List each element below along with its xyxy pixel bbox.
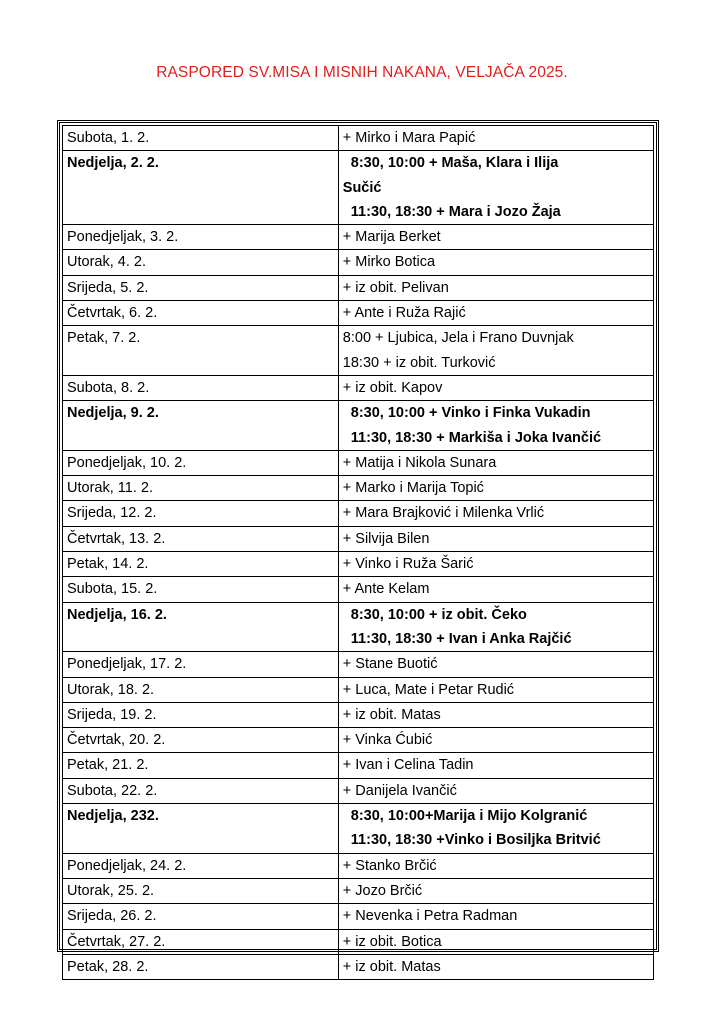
intention-line: + Luca, Mate i Petar Rudić xyxy=(342,681,515,698)
table-row xyxy=(63,929,654,954)
table-row xyxy=(63,904,654,929)
intention-line: + Vinka Ćubić xyxy=(342,732,433,749)
table-row xyxy=(63,250,654,275)
intention-line: + iz obit. Pelivan xyxy=(342,279,449,296)
table-row xyxy=(63,954,654,979)
table-row xyxy=(63,677,654,702)
intention-cell xyxy=(338,326,653,376)
intention-line: 8:30, 10:00 + Maša, Klara i Ilija xyxy=(350,155,559,172)
day-cell: Petak, 7. 2. xyxy=(63,326,339,376)
intention-line: 11:30, 18:30 + Ivan i Anka Rajčić xyxy=(350,630,572,647)
table-row xyxy=(63,804,654,854)
intention-line: + Vinko i Ruža Šarić xyxy=(342,556,474,573)
intention-line: + Danijela Ivančić xyxy=(342,782,457,799)
intention-cell xyxy=(338,929,653,954)
table-row xyxy=(63,853,654,878)
intention-cell xyxy=(338,904,653,929)
table-row xyxy=(63,652,654,677)
table-row xyxy=(63,450,654,475)
day-cell: Ponedjeljak, 3. 2. xyxy=(63,225,339,250)
intention-line: + Ante Kelam xyxy=(342,581,430,598)
intention-cell xyxy=(338,602,653,652)
intention-cell xyxy=(338,275,653,300)
day-cell: Nedjelja, 9. 2. xyxy=(63,401,339,451)
intention-cell xyxy=(338,552,653,577)
table-row xyxy=(63,526,654,551)
schedule-body xyxy=(63,126,654,980)
intention-cell xyxy=(338,954,653,979)
intention-cell xyxy=(338,753,653,778)
table-row xyxy=(63,878,654,903)
intention-line: + Nevenka i Petra Radman xyxy=(342,908,518,925)
intention-cell xyxy=(338,677,653,702)
mass-schedule-table xyxy=(62,125,654,980)
intention-line: + Stanko Brčić xyxy=(342,857,437,874)
intention-line: + Jozo Brčić xyxy=(342,882,423,899)
intention-line: 8:30, 10:00 + Vinko i Finka Vukadin xyxy=(350,405,591,422)
day-cell: Ponedjeljak, 17. 2. xyxy=(63,652,339,677)
intention-line: + iz obit. Matas xyxy=(342,706,441,723)
intention-cell xyxy=(338,778,653,803)
day-cell: Nedjelja, 16. 2. xyxy=(63,602,339,652)
intention-cell xyxy=(338,151,653,225)
intention-cell xyxy=(338,225,653,250)
intention-line: 18:30 + iz obit. Turković xyxy=(342,354,496,371)
day-cell: Četvrtak, 27. 2. xyxy=(63,929,339,954)
intention-cell xyxy=(338,577,653,602)
day-cell: Utorak, 4. 2. xyxy=(63,250,339,275)
table-row xyxy=(63,326,654,376)
intention-line: 11:30, 18:30 +Vinko i Bosiljka Britvić xyxy=(350,832,601,849)
day-cell: Utorak, 18. 2. xyxy=(63,677,339,702)
intention-line: + Mirko i Mara Papić xyxy=(342,130,476,146)
intention-line: + Stane Buotić xyxy=(342,656,438,673)
intention-line: + Silvija Bilen xyxy=(342,530,430,547)
table-row xyxy=(63,577,654,602)
day-cell: Četvrtak, 20. 2. xyxy=(63,728,339,753)
intention-cell xyxy=(338,375,653,400)
table-row xyxy=(63,151,654,225)
intention-cell xyxy=(338,401,653,451)
intention-cell xyxy=(338,853,653,878)
intention-line: 8:30, 10:00 + iz obit. Čeko xyxy=(350,606,527,623)
table-row xyxy=(63,401,654,451)
day-cell: Subota, 15. 2. xyxy=(63,577,339,602)
table-row xyxy=(63,476,654,501)
table-row xyxy=(63,301,654,326)
intention-cell xyxy=(338,450,653,475)
intention-cell xyxy=(338,728,653,753)
day-cell: Petak, 14. 2. xyxy=(63,552,339,577)
intention-line: + Matija i Nikola Sunara xyxy=(342,454,497,471)
intention-line: + Mara Brajković i Milenka Vrlić xyxy=(342,505,545,522)
day-cell: Subota, 8. 2. xyxy=(63,375,339,400)
intention-line: 11:30, 18:30 + Markiša i Joka Ivančić xyxy=(350,429,602,446)
intention-line: + Ante i Ruža Rajić xyxy=(342,305,466,322)
table-row xyxy=(63,275,654,300)
intention-cell xyxy=(338,804,653,854)
day-cell: Ponedjeljak, 24. 2. xyxy=(63,853,339,878)
intention-cell xyxy=(338,250,653,275)
table-row xyxy=(63,602,654,652)
intention-line: + iz obit. Matas xyxy=(342,958,441,975)
intention-line: + iz obit. Kapov xyxy=(342,379,443,396)
intention-line: + Marko i Marija Topić xyxy=(342,480,484,497)
table-row xyxy=(63,753,654,778)
table-row xyxy=(63,126,654,151)
page-title: RASPORED SV.MISA I MISNIH NAKANA, VELJAČA 2025. xyxy=(156,64,568,81)
day-cell: Srijeda, 5. 2. xyxy=(63,275,339,300)
intention-cell xyxy=(338,476,653,501)
intention-line: Sučić xyxy=(342,179,382,196)
day-cell: Utorak, 11. 2. xyxy=(63,476,339,501)
table-row xyxy=(63,702,654,727)
table-row xyxy=(63,778,654,803)
day-cell: Srijeda, 12. 2. xyxy=(63,501,339,526)
intention-cell xyxy=(338,301,653,326)
day-cell: Ponedjeljak, 10. 2. xyxy=(63,450,339,475)
table-row xyxy=(63,501,654,526)
table-row xyxy=(63,225,654,250)
day-cell: Subota, 1. 2. xyxy=(63,126,339,151)
intention-cell xyxy=(338,652,653,677)
intention-line: 8:30, 10:00+Marija i Mijo Kolgranić xyxy=(350,808,588,825)
intention-cell xyxy=(338,702,653,727)
intention-line: 11:30, 18:30 + Mara i Jozo Žaja xyxy=(350,203,561,220)
intention-line: + Marija Berket xyxy=(342,229,441,246)
day-cell: Utorak, 25. 2. xyxy=(63,878,339,903)
intention-cell xyxy=(338,526,653,551)
day-cell: Nedjelja, 232. xyxy=(63,804,339,854)
intention-line: + iz obit. Botica xyxy=(342,933,442,950)
table-row xyxy=(63,375,654,400)
intention-line: + Ivan i Celina Tadin xyxy=(342,757,474,774)
intention-line: 8:00 + Ljubica, Jela i Frano Duvnjak xyxy=(342,330,574,347)
table-row xyxy=(63,552,654,577)
day-cell: Srijeda, 26. 2. xyxy=(63,904,339,929)
day-cell: Subota, 22. 2. xyxy=(63,778,339,803)
day-cell: Srijeda, 19. 2. xyxy=(63,702,339,727)
intention-cell xyxy=(338,126,653,151)
intention-line: + Mirko Botica xyxy=(342,254,436,271)
intention-cell xyxy=(338,501,653,526)
day-cell: Četvrtak, 13. 2. xyxy=(63,526,339,551)
day-cell: Petak, 28. 2. xyxy=(63,954,339,979)
day-cell: Četvrtak, 6. 2. xyxy=(63,301,339,326)
table-row xyxy=(63,728,654,753)
intention-cell xyxy=(338,878,653,903)
day-cell: Petak, 21. 2. xyxy=(63,753,339,778)
day-cell: Nedjelja, 2. 2. xyxy=(63,151,339,225)
